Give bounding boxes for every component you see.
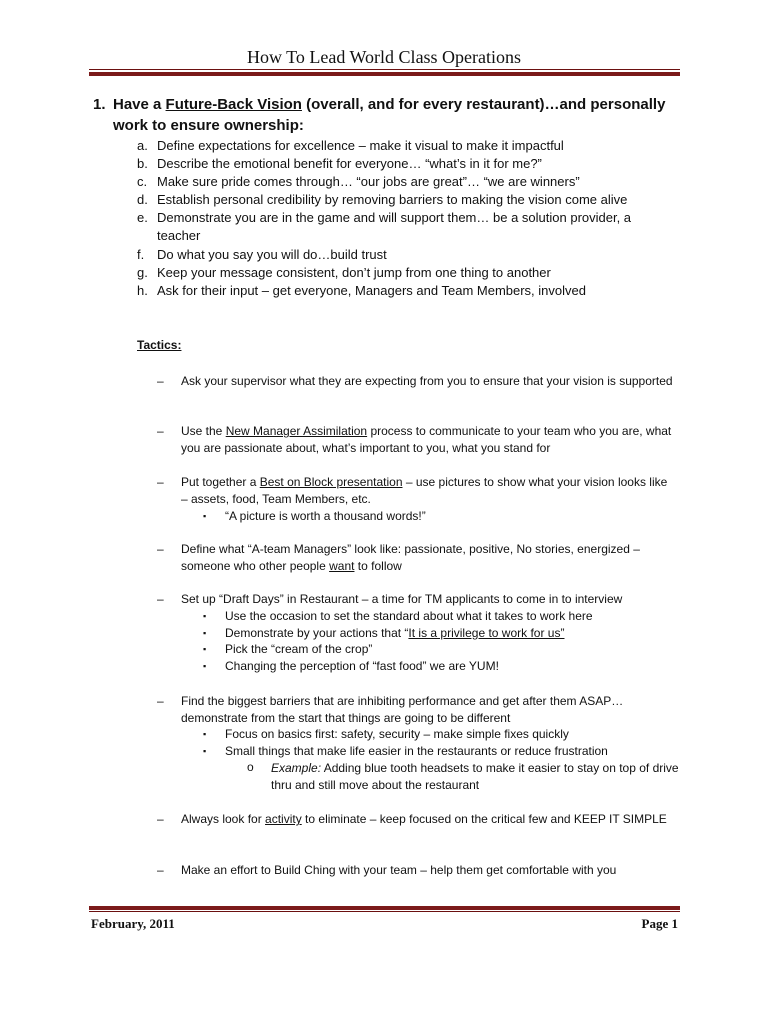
item-letter: h.	[137, 283, 148, 298]
tactic-text-pre: Use the	[181, 424, 226, 438]
footer-rule-thin	[89, 911, 680, 912]
dash-bullet: –	[157, 592, 164, 606]
square-bullet: ▪	[203, 511, 207, 521]
item-text: Do what you say you will do…build trust	[157, 247, 387, 262]
item-text: Establish personal credibility by removing barriers to making the vision come alive	[157, 192, 628, 207]
section-number: 1.	[93, 96, 106, 113]
tactic-text-post: – use pictures to show what your vision looks like – assets, food, Team Members, etc.	[181, 475, 668, 506]
dash-bullet: –	[157, 694, 164, 708]
item-text: Make sure pride comes through… “our jobs are great”… “we are winners”	[157, 174, 580, 189]
heading-underlined: Future-Back Vision	[165, 96, 302, 113]
tactic-underlined: want	[329, 559, 355, 573]
sub-bullet-text: Use the occasion to set the standard about what it takes to work here	[225, 609, 593, 623]
item-text: Demonstrate you are in the game and will support them… be a solution provider, a teacher	[157, 210, 632, 243]
footer-date: February, 2011	[91, 916, 175, 931]
item-text: Ask for their input – get everyone, Managers and Team Members, involved	[157, 283, 586, 298]
dash-bullet: –	[157, 424, 164, 438]
tactic-text-pre: Put together a	[181, 475, 260, 489]
dash-bullet: –	[157, 812, 164, 826]
circle-bullet: o	[247, 760, 254, 774]
heading-post: (overall, and for every restaurant)…and personally work to ensure ownership:	[113, 96, 666, 134]
square-bullet: ▪	[203, 746, 207, 756]
header-rule-thick	[89, 72, 680, 76]
item-letter: b.	[137, 156, 148, 171]
tactic-text	[181, 541, 677, 575]
tactic-text: Make an effort to Build Ching with your team – help them get comfortable with you	[181, 863, 617, 877]
dash-bullet: –	[157, 863, 164, 877]
item-text: Keep your message consistent, don’t jump from one thing to another	[157, 265, 551, 280]
header-rule-thin	[89, 69, 680, 70]
tactic-text: Set up “Draft Days” in Restaurant – a time for TM applicants to come in to interview	[181, 592, 623, 606]
square-bullet: ▪	[203, 644, 207, 654]
sub-bullet-text: Changing the perception of “fast food” we are YUM!	[225, 659, 499, 673]
sub-bullet-text: Pick the “cream of the crop”	[225, 642, 373, 656]
tactic-text-post: to eliminate – keep focused on the critical few and KEEP IT SIMPLE	[301, 812, 667, 826]
tactic-text	[181, 423, 677, 457]
item-letter: e.	[137, 210, 148, 225]
sub-bullet-pre: Demonstrate by your actions that “	[225, 626, 409, 640]
square-bullet: ▪	[203, 729, 207, 739]
square-bullet: ▪	[203, 661, 207, 671]
tactic-text: Find the biggest barriers that are inhibiting performance and get after them ASAP… demonstrate from the start that things are going to be different	[181, 694, 624, 725]
dash-bullet: –	[157, 475, 164, 489]
sub-bullet-text	[225, 625, 685, 642]
example-label: Example:	[271, 761, 322, 775]
sub-bullet-text: “A picture is worth a thousand words!”	[225, 509, 426, 523]
item-letter: c.	[137, 174, 148, 189]
section-heading-text	[113, 94, 693, 136]
tactic-text-post: to follow	[354, 559, 402, 573]
square-bullet: ▪	[203, 628, 207, 638]
item-text: Define expectations for excellence – make it visual to make it impactful	[157, 138, 564, 153]
dash-bullet: –	[157, 374, 164, 388]
square-bullet: ▪	[203, 611, 207, 621]
tactic-underlined: Best on Block presentation	[259, 475, 403, 489]
footer-rule-thick	[89, 906, 680, 910]
sub-bullet-underlined: It is a privilege to work for us”	[408, 626, 565, 640]
sub-sub-bullet-text	[271, 760, 687, 794]
page-title: How To Lead World Class Operations	[246, 47, 522, 67]
heading-pre: Have a	[113, 96, 166, 113]
sub-bullet-text: Focus on basics first: safety, security – make simple fixes quickly	[225, 727, 569, 741]
tactic-underlined: activity	[265, 812, 302, 826]
tactic-underlined: New Manager Assimilation	[225, 424, 368, 438]
dash-bullet: –	[157, 542, 164, 556]
footer-page-number: Page 1	[641, 916, 678, 931]
item-letter: g.	[137, 265, 148, 280]
tactic-text-post: process to communicate to your team who you are, what you are passionate about, what’s important to you, what you stand for	[181, 424, 672, 455]
tactics-heading: Tactics:	[137, 338, 182, 352]
tactic-text: Ask your supervisor what they are expecting from you to ensure that your vision is supported	[181, 374, 673, 388]
example-text: Adding blue tooth headsets to make it easier to stay on top of drive thru and still move about the restaurant	[271, 761, 679, 792]
tactic-text	[181, 811, 677, 828]
item-letter: a.	[137, 138, 148, 153]
item-text: Describe the emotional benefit for everyone… “what’s in it for me?”	[157, 156, 542, 171]
sub-bullet-text: Small things that make life easier in the restaurants or reduce frustration	[225, 744, 608, 758]
item-letter: d.	[137, 192, 148, 207]
tactic-text	[181, 474, 677, 508]
item-letter: f.	[137, 247, 145, 262]
tactic-text-pre: Define what “A-team Managers” look like: passionate, positive, No stories, energized – someone who other people	[181, 542, 640, 573]
tactic-text-pre: Always look for	[181, 812, 266, 826]
